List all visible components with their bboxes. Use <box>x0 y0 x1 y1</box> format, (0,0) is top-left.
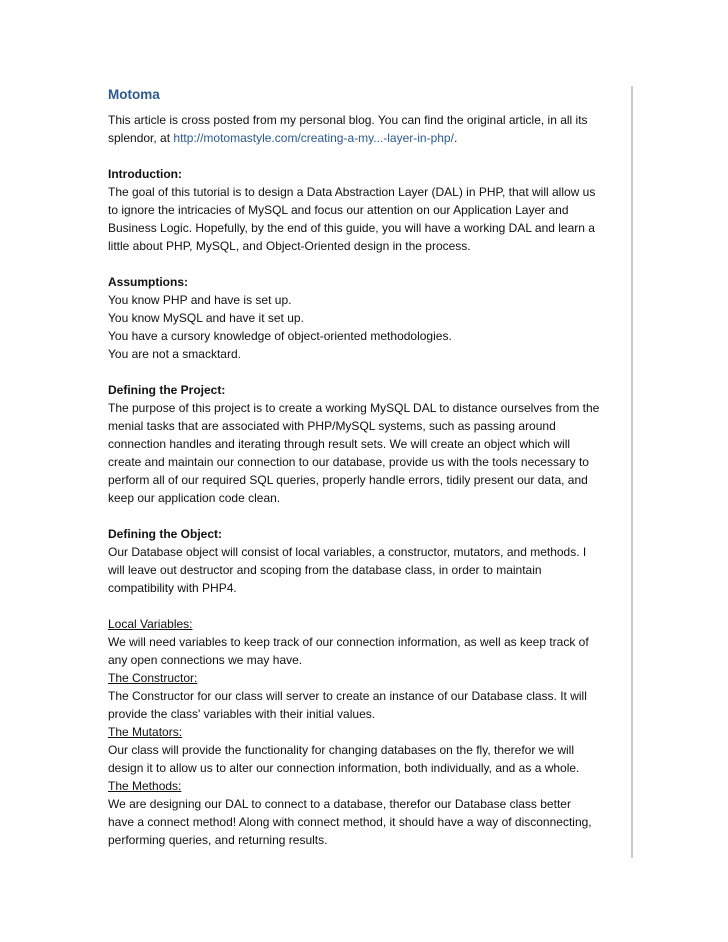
introduction-line: little about PHP, MySQL, and Object-Oriented design in the process. <box>108 239 471 253</box>
assumption-line: You know MySQL and have it set up. <box>108 311 304 325</box>
defining-project-line: perform all of our required SQL queries, properly handle errors, tidily present our data, and <box>108 473 588 487</box>
mutators-line: design it to allow us to alter our connection information, both individually, and as a whole. <box>108 761 580 775</box>
defining-object-line: compatibility with PHP4. <box>108 581 237 595</box>
constructor-heading: The Constructor: <box>108 671 198 685</box>
local-variables-line: any open connections we may have. <box>108 653 303 667</box>
methods-heading: The Methods: <box>108 779 182 793</box>
defining-project-line: create and maintain our connection to our database, provide us with the tools necessary to <box>108 455 589 469</box>
defining-project-line: keep our application code clean. <box>108 491 281 505</box>
assumptions-heading: Assumptions: <box>108 275 189 289</box>
methods-line: We are designing our DAL to connect to a database, therefor our Database class better <box>108 797 571 811</box>
defining-object-heading: Defining the Object: <box>108 527 222 541</box>
assumption-line: You know PHP and have is set up. <box>108 293 292 307</box>
assumption-line: You are not a smacktard. <box>108 347 241 361</box>
intro-line-2 <box>108 129 628 147</box>
intro-line-1: This article is cross posted from my personal blog. You can find the original article, in all its <box>108 113 588 127</box>
intro-suffix: . <box>453 131 458 145</box>
methods-line: have a connect method! Along with connect method, it should have a way of disconnecting, <box>108 815 592 829</box>
defining-project-line: The purpose of this project is to create a working MySQL DAL to distance ourselves from the <box>108 401 600 415</box>
assumption-line: You have a cursory knowledge of object-oriented methodologies. <box>108 329 452 343</box>
methods-line: performing queries, and returning results. <box>108 833 328 847</box>
original-article-link[interactable]: http://motomastyle.com/creating-a-my...-layer-in-php/ <box>173 131 454 145</box>
mutators-line: Our class will provide the functionality for changing databases on the fly, therefor we will <box>108 743 575 757</box>
introduction-line: Business Logic. Hopefully, by the end of this guide, you will have a working DAL and learn a <box>108 221 595 235</box>
constructor-line: The Constructor for our class will server to create an instance of our Database class. It will <box>108 689 587 703</box>
introduction-line: to ignore the intricacies of MySQL and focus our attention on our Application Layer and <box>108 203 569 217</box>
intro-prefix: splendor, at <box>108 131 174 145</box>
article-title: Motoma <box>108 87 160 102</box>
constructor-line: provide the class' variables with their initial values. <box>108 707 376 721</box>
mutators-heading: The Mutators: <box>108 725 183 739</box>
defining-object-line: Our Database object will consist of local variables, a constructor, mutators, and methods. I <box>108 545 587 559</box>
defining-project-line: menial tasks that are associated with PHP/MySQL systems, such as passing around <box>108 419 556 433</box>
defining-project-line: connection handles and iterating through result sets. We will create an object which will <box>108 437 571 451</box>
right-margin-rule <box>631 86 633 858</box>
local-variables-line: We will need variables to keep track of our connection information, as well as keep track of <box>108 635 589 649</box>
defining-project-heading: Defining the Project: <box>108 383 226 397</box>
defining-object-line: will leave out destructor and scoping from the database class, in order to maintain <box>108 563 542 577</box>
introduction-line: The goal of this tutorial is to design a Data Abstraction Layer (DAL) in PHP, that will allow us <box>108 185 596 199</box>
introduction-heading: Introduction: <box>108 167 182 181</box>
local-variables-heading: Local Variables: <box>108 617 193 631</box>
document-page <box>108 86 628 849</box>
